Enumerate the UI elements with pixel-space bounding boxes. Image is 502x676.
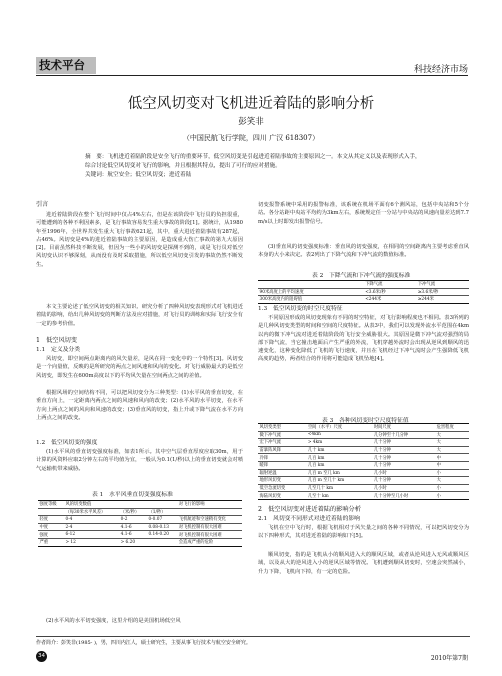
table-row bbox=[258, 439, 469, 447]
left-paragraph-2: 本文主要论述了低空风切变的相关知识、研究分析了四种风切变表现形式对飞机进近着陆的影响，给出几种风切变的判断方法及应对措施，对飞行员的训练和实际飞行安全有一定的参考价值。 bbox=[36, 304, 243, 327]
table-cell: <244米 bbox=[364, 296, 417, 304]
table-cell: 几至十 km bbox=[306, 492, 372, 500]
section-2-heading: 2 低空风切变对进近着陆的影响分析 bbox=[258, 506, 361, 513]
table-cell: 海陆风切变 bbox=[258, 492, 306, 500]
table-cell: 90米高度上的平均速度 bbox=[258, 288, 364, 296]
author-footnote: 作者简介：彭笑非(1985- )，男，四川内江人，硕士研究生，主要从事飞行技术与航空安全研究。 bbox=[36, 640, 251, 646]
table-cell: 大 bbox=[435, 439, 469, 447]
table-cell: 下降气流 bbox=[364, 281, 417, 289]
abstract-text: 摘 要：飞机进近着陆阶段是安全飞行的重要环节，低空风切变是引起进近着陆事故的主要原因之一。本文从其定义以及表现形式入手，综合讨论低空风切变对飞行的影响，并且根据其特点，提出了可行的应对措施。 bbox=[85, 154, 421, 169]
table-cell: 轻度 bbox=[38, 516, 64, 524]
section-1-3-heading: 1.3 低空风切变的时空尺度特征 bbox=[258, 306, 343, 312]
table-cell: 时间尺度 bbox=[372, 424, 435, 432]
table-cell: 300米高度内的阻碍值 bbox=[258, 296, 364, 304]
table-cell: 几十分钟 bbox=[372, 446, 435, 454]
table-cell: 小 bbox=[435, 484, 469, 492]
table-row bbox=[258, 461, 469, 469]
table-cell: ≥244米 bbox=[416, 296, 469, 304]
table-cell: 地形风切变 bbox=[258, 477, 306, 485]
abstract-block bbox=[85, 153, 425, 180]
table-cell: 大 bbox=[435, 431, 469, 439]
table-cell: 对飞行的影响 bbox=[177, 501, 242, 509]
left-paragraph-1: 进近着陆阶段在整个飞行时间中仅占4%左右，但是在该阶段中飞行员的负担很重，可能遭到的各种不利因素多，是飞行事故容易发生重大事故的阶段[1]。据统计，从1980年至1996年，全世界共发生重大飞行事故621起，其中，重大进近着陆事故有287起，占46%。风切变是4%的进近着陆事故的主要原因，是造成重大伤亡事故的第九大原因[2]。目前虽然科技不断发展，但因为一些小的风切变是探测不到的，或是飞行员对低空风切变认识不够深刻，从而没有及时采取措施，所以低空风切变引发的事故仍然不断发生。 bbox=[36, 212, 243, 268]
table-cell: 强度 bbox=[38, 531, 64, 539]
table-cell: 辐射逆温 bbox=[258, 469, 306, 477]
table-cell: 风切变类型 bbox=[258, 424, 306, 432]
table-cell: 对飞机控制有很大困难 bbox=[177, 531, 242, 539]
table-row bbox=[38, 516, 242, 524]
table-cell: 危害程度 bbox=[435, 424, 469, 432]
table-cell: 6-12 bbox=[64, 531, 119, 539]
table-cell: 雷暴阵风锋 bbox=[258, 446, 306, 454]
left-paragraph-5: (1)水平风的垂直切变强度标准，如表1所示。其中空气层垂直厚度应取30m，用于计算的风资料应取2分钟左右的平均值为宜，一般认为0.1(1/秒)以上的垂直切变就会对喷气运输机带来威胁。 bbox=[36, 449, 243, 472]
left-paragraph-3: 风切变，即空间两点距离内的风矢量差，是风在同一变化中的一个特性[3]。风切变是一个向量值，反映的是所研究的两点之间风速和风向的变化。对飞行威胁最大的是低空风切变，即发生在600m高度以下的平均风矢量在空间两点之间的差值。 bbox=[36, 356, 243, 379]
table-cell: 强度等级 bbox=[38, 501, 64, 509]
table-row bbox=[258, 469, 469, 477]
column-tag: 技术平台 bbox=[36, 57, 96, 74]
table-cell: <3.6米/秒 bbox=[364, 288, 417, 296]
keywords-text: 关键词：航空安全；低空风切变；进近着陆 bbox=[85, 172, 192, 178]
footnote-rule bbox=[36, 636, 470, 637]
table-cell bbox=[38, 508, 64, 516]
table-cell: 暖锋 bbox=[258, 461, 306, 469]
table-cell: 0.14-0.20 bbox=[147, 531, 177, 539]
table-cell: 几百 m 至几十 km bbox=[306, 477, 372, 485]
table-2-caption: 表 2 下降气流和下冲气流的强度标准 bbox=[312, 273, 411, 279]
table-row bbox=[38, 531, 242, 539]
table-cell: 4.1-6 bbox=[119, 523, 147, 531]
table-cell: 会造成严重的危险 bbox=[177, 538, 242, 546]
table-cell: 下冲气流 bbox=[416, 281, 469, 289]
table-cell: （1/秒） bbox=[147, 508, 177, 516]
table-cell: 2-4 bbox=[64, 523, 119, 531]
table-row bbox=[38, 523, 242, 531]
table-cell: 几百 km bbox=[306, 461, 372, 469]
table-cell: 中度 bbox=[38, 523, 64, 531]
table-row bbox=[258, 296, 469, 304]
page-number: 34 bbox=[36, 651, 47, 662]
table-row bbox=[258, 288, 469, 296]
table-row bbox=[258, 424, 469, 432]
table-cell: 大 bbox=[435, 477, 469, 485]
right-paragraph-1: 切变报警系统中采用的报警标准，该系统在机场平面有6个测风站，包括中央站和5个分站。各分站距中央站平均约为3km左右，系统规定任一分站与中央站的风速向量差达到7.7m/s以上时即发出报警信号。 bbox=[258, 202, 469, 225]
article-author: 彭笑非 bbox=[238, 117, 264, 127]
table-cell: 风的切变数值 bbox=[64, 501, 177, 509]
table-cell: （每30米水平风差） bbox=[64, 508, 119, 516]
table-1 bbox=[38, 500, 242, 547]
table-cell: （米/秒） bbox=[119, 508, 147, 516]
table-3-caption: 表 3 各种风切变时空尺度特征值 bbox=[322, 418, 409, 424]
article-title: 低空风切变对飞机进近着陆的影响分析 bbox=[127, 96, 375, 112]
table-cell: 几十分钟 bbox=[372, 477, 435, 485]
table-row bbox=[258, 446, 469, 454]
header-rule bbox=[36, 75, 468, 76]
table-cell: 几百 km bbox=[306, 454, 372, 462]
table-row bbox=[258, 484, 469, 492]
table-row bbox=[258, 431, 469, 439]
table-cell: 严重 bbox=[38, 538, 64, 546]
table-1-caption: 表 1 水平风垂直切变强度标准 bbox=[92, 492, 173, 498]
table-cell: ≥3.6米/秒 bbox=[416, 288, 469, 296]
table-cell: 中 bbox=[435, 454, 469, 462]
table-row bbox=[38, 508, 242, 516]
table-cell: 几百 m 至几 km bbox=[306, 469, 372, 477]
section-1-2-heading: 1.2 低空风切变的强度 bbox=[36, 440, 98, 446]
right-paragraph-5: 顺风切变，指的是飞机从小的顺风进入大的顺风区域，或者从逆风进入无风或顺风区域，以及从大的逆风进入小的逆风区域等情况。飞机遭到顺风切变时，空速会突然减小，升力下降，飞机向下掉，有一定的危险。 bbox=[258, 552, 469, 575]
table-row bbox=[38, 538, 242, 546]
section-intro-heading: 引言 bbox=[36, 201, 49, 208]
table-cell: 0-2 bbox=[119, 516, 147, 524]
table-row bbox=[38, 501, 242, 509]
table-row bbox=[258, 477, 469, 485]
table-cell: 宏下冲气流 bbox=[258, 439, 306, 447]
right-paragraph-3: 不同原因形成的风切变现象有不同的时空特征，对飞行影响程度也不相同。表3所列的是几种风切变类型的时间和空间的尺度特征。从表3中，我们可以发现外流水平范围在4km以内的微下冲气流对进近着陆阶段的飞行安全威胁很大。其原因是微下冲气流对强烈的局部下降气流，当它撞击地面后产生严重的外流，飞机穿越外流时会出现从逆风到顺风的迅速变化，这种变化降低了飞机的飞行速度，并且在飞机经过下冲气流时会产生强降低飞机高度的趋势，两者结合的作用将可能造成飞机坠地[4]。 bbox=[258, 315, 469, 363]
journal-name: 科技经济市场 bbox=[413, 65, 468, 75]
table-cell: 几十分钟 bbox=[372, 454, 435, 462]
table-cell: 4.1-6 bbox=[119, 531, 147, 539]
table-row bbox=[258, 454, 469, 462]
right-paragraph-4: 飞机在空中飞行时，根据飞机相对于风矢量之间的各种不同情况，可以把风切变分为以下四种形式，其对进近着陆的影响如下[5]。 bbox=[258, 525, 469, 540]
section-1-1-heading: 1.1 定义及分类 bbox=[36, 347, 81, 353]
table-cell: > 6.20 bbox=[119, 538, 147, 546]
right-paragraph-2: (3)垂直风的切变强度标准：垂直风的切变强度，在相同的空间距离内主要考虑垂直风本身的大小来决定。表2列出了下降气流和下冲气流的数值标准。 bbox=[258, 244, 469, 259]
section-2-1-heading: 2.1 风切变不同形式对进近着陆的影响 bbox=[258, 516, 360, 522]
table-cell: 0-0.07 bbox=[147, 516, 177, 524]
table-cell: 几十 km bbox=[306, 446, 372, 454]
table-cell: 低空急流切变 bbox=[258, 484, 306, 492]
table-cell bbox=[177, 508, 242, 516]
table-cell: 几分钟至十几分钟 bbox=[372, 431, 435, 439]
table-cell: 微下冲气流 bbox=[258, 431, 306, 439]
table-cell: 中 bbox=[435, 461, 469, 469]
table-cell: 飞机航迹和空速稍有变化 bbox=[177, 516, 242, 524]
table-cell: 空间（水平）尺度 bbox=[306, 424, 372, 432]
table-cell: > 4km bbox=[306, 439, 372, 447]
issue-label: 2010年第7期 bbox=[430, 655, 468, 662]
table-cell: 几小时 bbox=[372, 469, 435, 477]
table-cell: 几至几十 km bbox=[306, 484, 372, 492]
table-cell: 0-4 bbox=[64, 516, 119, 524]
table-3 bbox=[258, 423, 469, 500]
table-row bbox=[258, 492, 469, 500]
left-paragraph-4: 根据风场的空间结构不同，可以把风切变分为三种类型：(1)水平风的垂直切变，在垂直方向上，一定距离内两点之间的风速和风向的改变；(2)水平风的水平切变，在水平方向上两点之间的风向和风速的改变；(3)垂直风的切变，指上升或下降气流在水平方向上两点之间的改变。 bbox=[36, 390, 243, 421]
table-cell: > 12 bbox=[64, 538, 119, 546]
table-cell: 冷锋 bbox=[258, 454, 306, 462]
table-cell: 对飞机控制有很大困难 bbox=[177, 523, 242, 531]
table-cell: 几十分钟 bbox=[372, 439, 435, 447]
section-1-heading: 1 低空风切变 bbox=[36, 337, 78, 344]
table-cell: 几十分钟 bbox=[372, 461, 435, 469]
table-cell: 几小时 bbox=[372, 484, 435, 492]
table-cell bbox=[258, 281, 364, 289]
table-cell: 几十分钟至几小时 bbox=[372, 492, 435, 500]
table-cell: 小 bbox=[435, 469, 469, 477]
table-cell: <4km bbox=[306, 431, 372, 439]
left-paragraph-6: (2)水平风的水平切变强度，这里介绍的是美国机场低空风 bbox=[46, 618, 181, 624]
article-affiliation: （中国民航飞行学院，四川 广汉 618307） bbox=[182, 134, 320, 142]
table-row bbox=[258, 281, 469, 289]
table-cell: 小 bbox=[435, 492, 469, 500]
table-cell: 0.08-0.13 bbox=[147, 523, 177, 531]
table-cell: 大 bbox=[435, 446, 469, 454]
table-2 bbox=[258, 280, 469, 304]
table-cell bbox=[147, 538, 177, 546]
